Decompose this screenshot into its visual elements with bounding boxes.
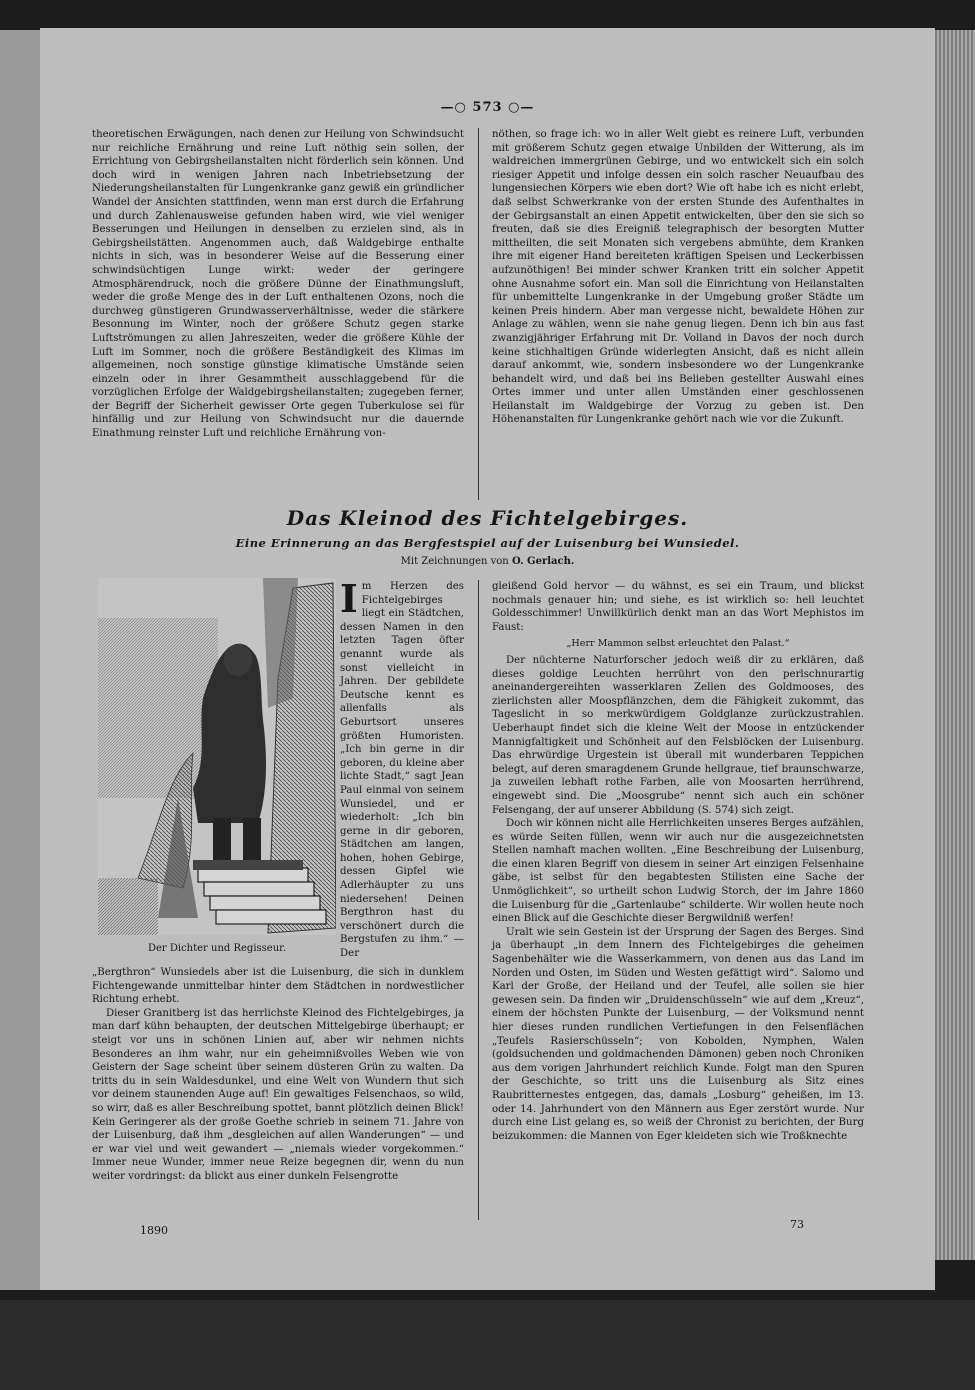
column-divider-top bbox=[478, 128, 479, 500]
paragraph: „Bergthron“ Wunsiedels aber ist die Luisenburg, die sich in dunklem Fichtengewande unmittelbar hinter dem Städtchen in nordwestlicher Richtung erhebt. bbox=[92, 967, 464, 1006]
opening-text: m Herzen des Fichtelgebirges liegt ein Städtchen, dessen Namen in den letzten Tagen öfter genannt wurde als sonst vielleicht in Jahren. Der gebildete Deutsche kennt es allenfalls als Geburtsort unseres größten Humoristen. „Ich bin gerne in dir geboren, du kleine aber lichte Stadt,“ sagt Jean Paul einmal von seinem Wunsiedel, und er wiederholt: „Ich bin gerne in dir geboren, Städtchen am langen, hohen, hohen Gebirge, dessen Gipfel wie Adlerhäupter zu uns niedersehen! Deinen Bergthron hast du verschönert durch die Bergstufen zu ihm.“ — Der bbox=[340, 581, 464, 960]
page-stack-edges bbox=[935, 30, 975, 1260]
page-number bbox=[40, 100, 935, 115]
opening-paragraph bbox=[340, 576, 464, 961]
text-beside-illustration bbox=[340, 576, 464, 961]
footer-year: 1890 bbox=[140, 1224, 168, 1237]
byline-prefix: Mit Zeichnungen von bbox=[400, 556, 509, 567]
footer-sheet-number: 73 bbox=[790, 1218, 804, 1231]
paragraph: Uralt wie sein Gestein ist der Ursprung der Sagen des Berges. Sind ja überhaupt „in dem Innern des Fichtelgebirges die geheimen Sagenbehälter wie die Wasserkammern, von denen aus das Land im Norden und Osten, im Süden und Westen gefättigt wird“. Salomo und Karl der Große, der Heiland und der Teufel, alle sollen sie hier gewesen sein. Da finden wir „Druidenschüsseln“ wie auf dem „Kreuz“, einem der höchsten Punkte der Luisenburg, — der Volksmund nennt hier dieses runden rundlichen Vertiefungen in den Felsenflächen „Teufels Rasierschüsseln“; von Kobolden, Nymphen, Walen (goldsuchenden und goldmachenden Dämonen) geben noch Chroniken aus dem vorigen Jahrhundert reichlich Kunde. Folgt man den Spuren der Geschichte, so tritt uns die Luisenburg als Sitz eines Raubritternestes entgegen, das, damals „Losburg“ geheißen, im 13. oder 14. Jahrhundert von den Männern aus Eger zerstört wurde. Nur durch eine List gelang es, so weiß der Chronist zu berichten, der Burg beizukommen: die Mannen von Eger kleideten sich wie Troßknechte bbox=[492, 926, 864, 1142]
previous-page-edge bbox=[0, 30, 40, 1290]
paragraph: nöthen, so frage ich: wo in aller Welt giebt es reinere Luft, verbunden mit größerem Schutz gegen etwaige Unbilden der Witterung, als im waldreichen immergrünen Gebirge, und wo entwickelt sich ein solch riesiger Appetit und infolge dessen ein solch rascher Neuaufbau des lungensiechen Körpers wie eben dort? Wie oft habe ich es nicht erlebt, daß selbst Schwerkranke von der ersten Stunde des Aufenthaltes in der Gebirgsanstalt an einen Appetit entwickelten, über den sie sich so freuten, daß sie dies Ereigniß telegraphisch der besorgten Mutter mittheilten, die seit Monaten sich vergebens abmühte, dem Kranken ihre mit eigener Hand bereiteten kräftigen Speisen und Leckerbissen aufzunöthigen! Bei minder schwer Kranken tritt ein solcher Appetit ohne Ausnahme sofort ein. Man soll die Einrichtung von Heilanstalten für unbemittelte Lungenkranke in der Umgebung großer Städte um keinen Preis hindern. Aber man vergesse nicht, bewaldete Höhen zur Anlage zu wählen, wenn sie nahe genug liegen. Denn ich bin aus fast zwanzigjähriger Erfahrung mit Dr. Volland in Davos der noch durch keine stichhaltigen Gründe widerlegten Ansicht, daß es nicht allein darauf ankommt, wie, sondern insbesondere wo der Lungenkranke behandelt wird, und daß bei ins Belieben gestellter Auswahl eines Ortes immer und unter allen Umständen einer geschlossenen Heilanstalt im Waldgebirge der Vorzug zu geben ist. Den Höhenanstalten für Lungenkranke gehört nach wie vor die Zukunft. bbox=[492, 129, 864, 426]
paragraph: Der nüchterne Naturforscher jedoch weiß dir zu erklären, daß dieses goldige Leuchten herrührt von den perlschnurartig aneinandergereihten wasserklaren Zellen des Goldmooses, des zierlichsten aller Moospflänzchen, dem die Fähigkeit zukommt, das Tageslicht in so merkwürdigem Goldglanze zurückzustrahlen. Ueberhaupt findet sich die kleine Welt der Moose in entzückender Mannigfaltigkeit und Schönheit auf den Felsblöcken der Luisenburg. Das ehrwürdige Urgestein ist überall mit wunderbaren Teppichen belegt, auf deren smaragdenem Grunde hellgraue, tief braunschwarze, ja zuweilen lebhaft rothe Farben, alle von Moosarten herrührend, eingewebt sind. Die „Moosgrube“ nennt sich auch ein schöner Felsengang, der auf unserer Abbildung (S. 574) sich zeigt. bbox=[492, 654, 864, 816]
illustration-poet-and-director bbox=[98, 578, 336, 935]
byline-author: O. Gerlach. bbox=[511, 556, 575, 567]
page-number-ornament-left: —○ bbox=[440, 100, 473, 115]
drop-cap: I bbox=[340, 576, 358, 621]
paragraph: Dieser Granitberg ist das herrlichste Kleinod des Fichtelgebirges, ja man darf kühn behaupten, der deutschen Mittelgebirge überhaupt; er steigt vor uns in schönen Linien auf, aber wir nehmen nichts Besonderes an ihm wahr, nur ein geheimnißvolles Weben wie von Geistern der Sage scheint über seinem düsteren Grün zu walten. Da tritts du in sein Waldesdunkel, und eine Welt von Wundern thut sich vor deinem staunenden Auge auf! Ein gewaltiges Felsenchaos, so wild, so wirr, daß es aller Beschreibung spottet, bannt plötzlich deinen Blick! Kein Geringerer als der große Goethe schrieb in seinem 71. Jahre von der Luisenburg, daß ihm „desgleichen auf allen Wanderungen“ — und er war viel und weit gewandert — „niemals wieder vorgekommen.“ Immer neue Wunder, immer neue Reize begegnen dir, wenn du nun weiter vordringst: da blickt aus einer dunkeln Felsengrotte bbox=[92, 1007, 464, 1182]
article-title: Das Kleinod des Fichtelgebirges. bbox=[286, 506, 689, 530]
illustration-caption: Der Dichter und Regisseur. bbox=[147, 943, 287, 954]
paragraph: gleißend Gold hervor — du wähnst, es sei ein Traum, und blickst nochmals genauer hin; und siehe, es ist wirklich so: hell leuchtet Goldesschimmer! Unwillkürlich denkt man an das Wort Mephistos im Faust: bbox=[492, 581, 864, 633]
paragraph: theoretischen Erwägungen, nach denen zur Heilung von Schwindsucht nur reichliche Ernährung und reine Luft nöthig sein sollen, der Errichtung von Gebirgsheilanstalten nicht förderlich sein können. Und doch wird in wenigen Jahren nach Inbetriebsetzung der Niederungsheilanstalten für Lungenkranke ganz gewiß ein gründlicher Wandel der Ansichten stattfinden, wenn man erst durch die Erfahrung und durch Zahlenausweise gefunden haben wird, wie viel weniger Besserungen und Heilungen in denselben zu erzielen sind, als in Gebirgsheilstätten. Angenommen auch, daß Waldgebirge enthalte nichts in sich, was in besonderer Weise auf die Besserung einer schwindsüchtigen Lunge wirkt: weder der geringere Atmosphärendruck, noch die größere Dünne der Einathmungsluft, weder die große Menge des in der Luft enthaltenen Ozons, noch die durchweg günstigeren Grundwasserverhältnisse, weder die stärkere Besonnung im Winter, noch der größere Schutz gegen starke Luftströmungen zu allen Jahreszeiten, weder die größere Kühle der Luft im Sommer, noch die größere Beständigkeit des Klimas im allgemeinen, noch sonstige günstige klimatische Umstände seien einzeln oder in ihrer Gesammtheit ausschlaggebend für die vorzüglichen Erfolge der Waldgebirgsheilanstalten; zugegeben ferner, der Begriff der Sicherheit gewisser Orte gegen Tuberkulose sei für hinfällig und zur Heilung von Schwindsucht nur die dauernde Einathmung reinster Luft und reichliche Ernährung von- bbox=[92, 129, 464, 440]
book-page bbox=[40, 28, 935, 1290]
article-byline bbox=[40, 556, 935, 567]
top-right-column bbox=[492, 128, 864, 427]
column-divider-bottom bbox=[478, 580, 479, 1220]
mephisto-quote: „Herr Mammon selbst erleuchtet den Palast.“ bbox=[566, 638, 790, 650]
bottom-left-column bbox=[92, 966, 464, 1184]
paragraph: Doch wir können nicht alle Herrlichkeiten unseres Berges aufzählen, es würde Seiten füllen, wenn wir auch nur die ausgezeichnetsten Stellen namhaft machen wollten. „Eine Beschreibung der Luisenburg, die einen klaren Begriff von diesem in seiner Art einzigen Felsenhaine gäbe, ist selbst für den begabtesten Stilisten eine Sache der Unmöglichkeit“, so urtheilt schon Ludwig Storch, der im Jahre 1860 die Luisenburg für die „Gartenlaube“ schilderte. Wir wollen heute noch einen Blick auf die Geschichte dieser Bergwildniß werfen! bbox=[492, 818, 864, 925]
top-left-column bbox=[92, 128, 464, 441]
page-number-ornament-right: ○— bbox=[502, 100, 535, 115]
page-number-value: 573 bbox=[472, 100, 503, 115]
article-subtitle: Eine Erinnerung an das Bergfestspiel auf der Luisenburg bei Wunsiedel. bbox=[235, 536, 740, 550]
bottom-right-column bbox=[492, 580, 864, 1143]
